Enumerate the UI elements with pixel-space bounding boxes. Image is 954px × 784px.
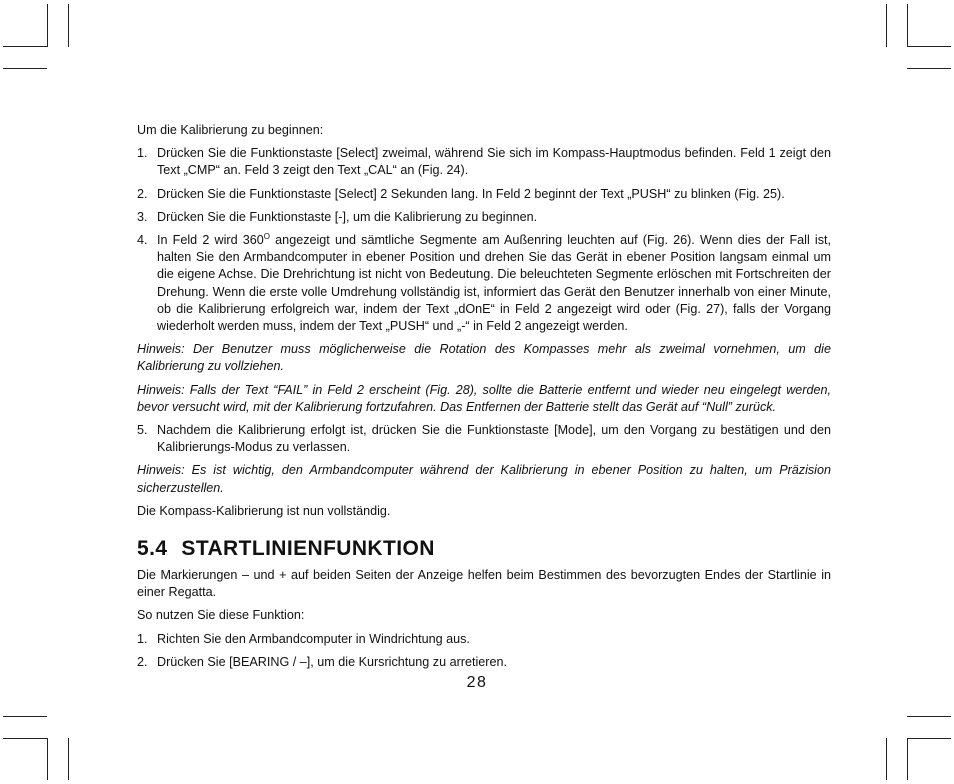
list-text-start: In Feld 2 wird 360 [157, 233, 264, 248]
crop-mark [47, 738, 48, 780]
intro-text: Um die Kalibrierung zu beginnen: [137, 123, 324, 137]
note-precision: Hinweis: Es ist wichtig, den Armbandcomputer während der Kalibrierung in ebener Position zu halten, um Präzision sicherzustellen. [137, 463, 831, 495]
steps-list [137, 145, 831, 335]
crop-mark [3, 716, 47, 717]
crop-mark [907, 68, 951, 69]
crop-mark [68, 4, 69, 47]
list-number: 4. [137, 233, 148, 248]
note-rotation: Hinweis: Der Benutzer muss möglicherweise die Rotation des Kompasses mehr als zweimal vornehmen, um die Kalibrierung zu vollziehen. [137, 342, 831, 374]
list-number: 1. [137, 631, 148, 646]
list-item [137, 422, 831, 456]
degree-superscript: O [263, 231, 271, 241]
list-number: 5. [137, 423, 148, 438]
list-item [137, 209, 831, 226]
crop-mark [3, 68, 47, 69]
crop-mark [47, 4, 48, 47]
list-item [137, 232, 831, 335]
list-number: 2. [137, 654, 148, 669]
list-text-rest: angezeigt und sämtliche Segmente am Außenring leuchten auf (Fig. 26). Wenn dies der Fall ist, halten Sie den Armbandcomputer in ebener Position und drehen Sie das Gerät in ebener Position langsam einmal um die eigene Achse. Die Drehrichtung ist nicht von Bedeutung. Die beleuchteten Segmente erlöschen mit Fortschreiten der Drehung. Wenn die erste volle Umdrehung vollständig ist, informiert das Gerät den Benutzer innerhalb von einer Minute, ob die Kalibrierung erfolgreich war, indem der Text „dOnE“ in Feld 2 angezeigt wird oder (Fig. 27), falls der Vorgang wiederholt werden muss, indem der Text „PUSH“ und „-“ in Feld 2 angezeigt werden. [157, 233, 831, 334]
list-text: Richten Sie den Armbandcomputer in Windrichtung aus. [157, 631, 470, 646]
list-number: 2. [137, 186, 148, 201]
crop-mark [907, 738, 908, 780]
list-text: Drücken Sie die Funktionstaste [Select] 2 Sekunden lang. In Feld 2 beginnt der Text „PUSH“ zu blinken (Fig. 25). [157, 186, 785, 201]
section-paragraph: Die Markierungen – und + auf beiden Seiten der Anzeige helfen beim Bestimmen des bevorzugten Endes der Startlinie in einer Regatta. [137, 568, 831, 600]
section-title: STARTLINIENFUNKTION [181, 537, 435, 561]
list-number: 1. [137, 146, 148, 161]
list-item [137, 145, 831, 179]
crop-mark [886, 4, 887, 47]
section-number: 5.4 [137, 537, 168, 561]
completion-text: Die Kompass-Kalibrierung ist nun vollständig. [137, 503, 391, 518]
list-item [137, 186, 831, 203]
page-content [137, 122, 831, 677]
list-text: Drücken Sie die Funktionstaste [-], um die Kalibrierung zu beginnen. [157, 209, 538, 224]
list-item [137, 631, 831, 648]
crop-mark [907, 46, 951, 47]
crop-mark [68, 738, 69, 780]
list-text: Drücken Sie [BEARING / –], um die Kursrichtung zu arretieren. [157, 654, 507, 669]
note-fail: Hinweis: Falls der Text “FAIL” in Feld 2 erscheint (Fig. 28), sollte die Batterie entfernt und wieder neu eingelegt werden, bevor versucht wird, mit der Kalibrierung fortzufahren. Das Entfernen der Batterie stellt das Gerät auf “Null” zurück. [137, 382, 831, 414]
how-to-text: So nutzen Sie diese Funktion: [137, 608, 305, 623]
list-item [137, 654, 831, 671]
crop-mark [3, 738, 47, 739]
crop-mark [907, 716, 951, 717]
crop-mark [907, 738, 951, 739]
list-text: Nachdem die Kalibrierung erfolgt ist, drücken Sie die Funktionstaste [Mode], um den Vorgang zu bestätigen und den Kalibrierungs-Modus zu verlassen. [157, 423, 831, 455]
page-number: 28 [466, 674, 488, 691]
list-text: Drücken Sie die Funktionstaste [Select] zweimal, während Sie sich im Kompass-Hauptmodus befinden. Feld 1 zeigt den Text „CMP“ an. Feld 3 zeigt den Text „CAL“ an (Fig. 24). [157, 146, 831, 178]
crop-mark [3, 46, 47, 47]
list-number: 3. [137, 209, 148, 224]
section-heading [137, 536, 831, 562]
crop-mark [886, 738, 887, 780]
crop-mark [907, 4, 908, 47]
